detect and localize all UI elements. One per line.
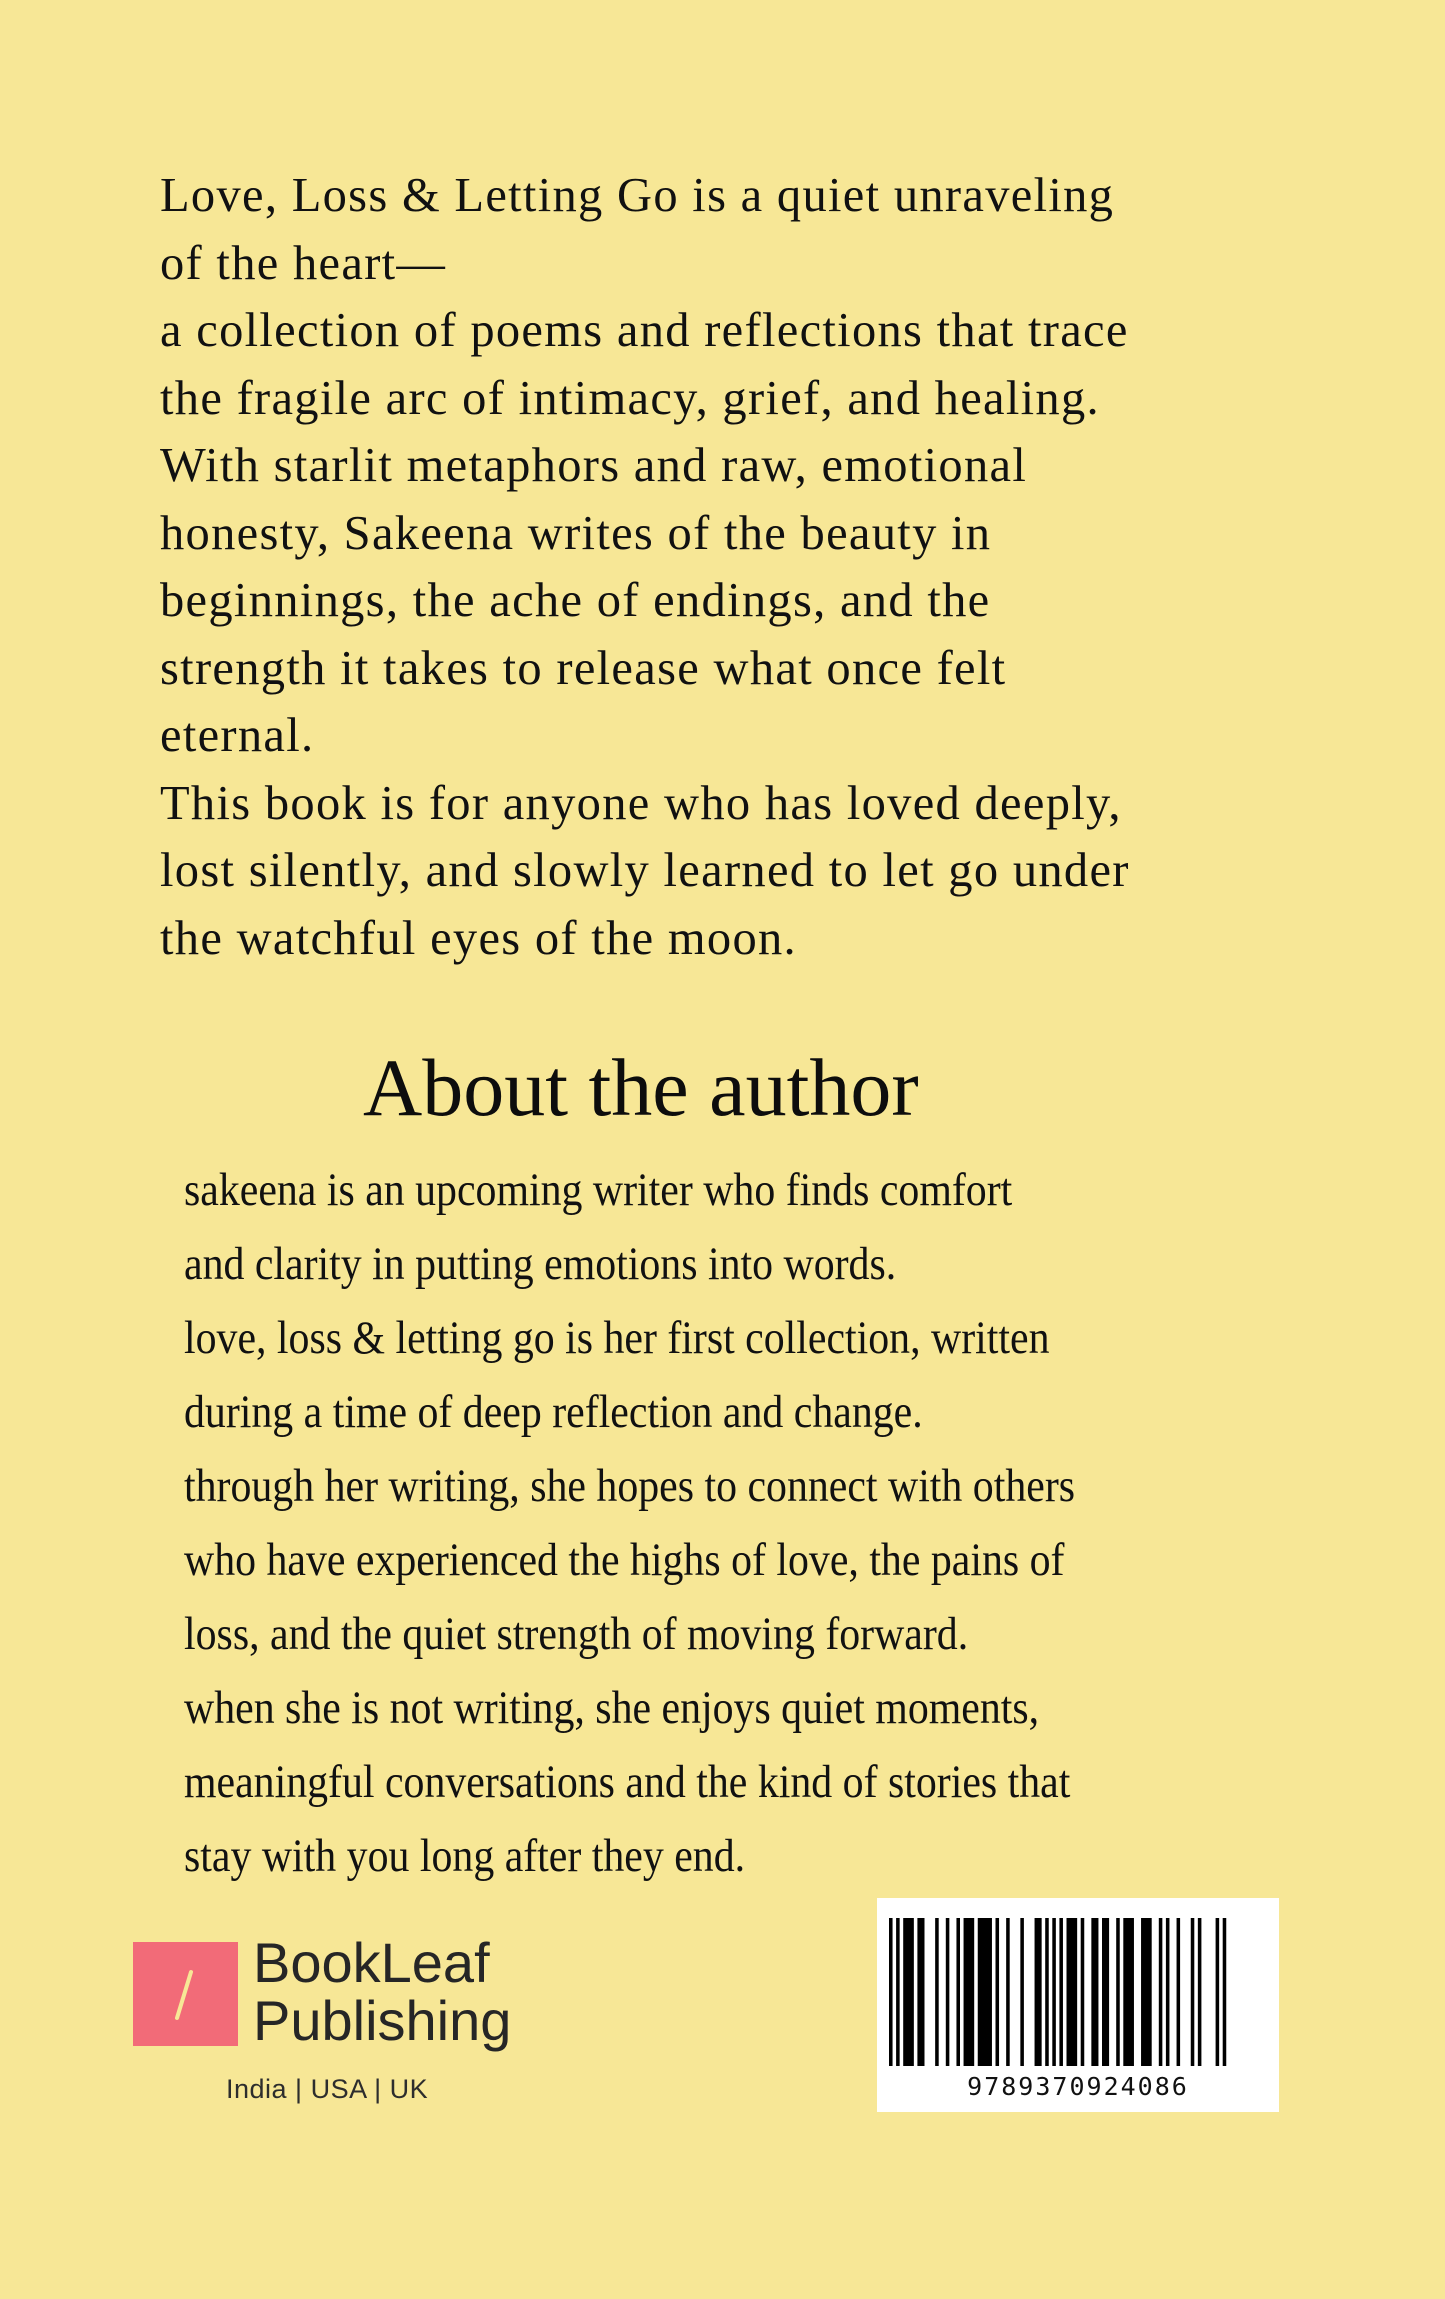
- barcode-bar: [964, 1918, 975, 2066]
- barcode-bar: [978, 1918, 992, 2066]
- barcode-bar: [1166, 1918, 1170, 2066]
- barcode-bar: [1141, 1918, 1152, 2066]
- barcode-bar: [1116, 1918, 1120, 2066]
- about-line: stay with you long after they end.: [184, 1830, 746, 1882]
- barcode-bars: [877, 1898, 1279, 2073]
- blurb-line: a collection of poems and reflections that trace: [160, 304, 1129, 357]
- barcode-bar: [1191, 1918, 1195, 2066]
- barcode-bar: [956, 1918, 960, 2066]
- blurb-line: the watchful eyes of the moon.: [160, 911, 797, 965]
- bookleaf-slash-logo-icon: [133, 1942, 238, 2046]
- blurb-line: With starlit metaphors and raw, emotional: [160, 439, 1028, 492]
- barcode-bar: [1035, 1918, 1042, 2066]
- blurb-line: of the heart—: [160, 236, 447, 290]
- barcode-bar: [1067, 1918, 1078, 2066]
- barcode-bar: [903, 1918, 914, 2066]
- isbn-barcode: [877, 1898, 1279, 2112]
- barcode-bar: [917, 1918, 924, 2066]
- publisher-logo: [133, 1931, 553, 2112]
- about-line: who have experienced the highs of love, the pains of: [184, 1534, 1065, 1586]
- about-author-heading: About the author: [363, 1042, 919, 1133]
- barcode-bar: [1177, 1918, 1181, 2066]
- barcode-bar: [896, 1918, 900, 2066]
- barcode-bar: [1198, 1918, 1202, 2066]
- about-line: through her writing, she hopes to connect with others: [184, 1460, 1076, 1512]
- barcode-bar: [935, 1918, 939, 2066]
- barcode-bar: [1081, 1918, 1085, 2066]
- publisher-regions: India | USA | UK: [226, 2074, 429, 2104]
- barcode-bar: [1006, 1918, 1010, 2066]
- barcode-bar: [1091, 1918, 1098, 2066]
- blurb-line: the fragile arc of intimacy, grief, and healing.: [160, 371, 1100, 425]
- barcode-bar: [889, 1918, 893, 2066]
- blurb-line: strength it takes to release what once felt: [160, 641, 1007, 695]
- barcode-bar: [1159, 1918, 1163, 2066]
- barcode-bar: [1045, 1918, 1049, 2066]
- blurb-line: eternal.: [160, 709, 315, 762]
- barcode-bar: [1223, 1918, 1227, 2066]
- about-line: when she is not writing, she enjoys quiet moments,: [184, 1682, 1040, 1734]
- about-line: meaningful conversations and the kind of stories that: [184, 1756, 1071, 1808]
- blurb-line: beginnings, the ache of endings, and the: [160, 574, 991, 627]
- barcode-bar: [1020, 1918, 1024, 2066]
- barcode-bar: [996, 1918, 1000, 2066]
- barcode-bar: [1102, 1918, 1109, 2066]
- publisher-name: [253, 1931, 512, 2052]
- barcode-bar: [1059, 1918, 1063, 2066]
- blurb-line: This book is for anyone who has loved deeply,: [160, 776, 1122, 830]
- about-line: love, loss & letting go is her first collection, written: [184, 1312, 1050, 1364]
- blurb-line: lost silently, and slowly learned to let go under: [160, 844, 1130, 897]
- about-author-text: [184, 1153, 1304, 1893]
- publisher-name-line-2: Publishing: [253, 1989, 512, 2052]
- barcode-bar: [1123, 1918, 1134, 2066]
- blurb-line: honesty, Sakeena writes of the beauty in: [160, 506, 992, 560]
- barcode-bar: [1216, 1918, 1220, 2066]
- isbn-number: 9789370924086: [967, 2072, 1189, 2101]
- about-line: sakeena is an upcoming writer who finds comfort: [184, 1164, 1013, 1216]
- about-line: loss, and the quiet strength of moving forward.: [184, 1608, 969, 1660]
- barcode-bar: [946, 1918, 950, 2066]
- publisher-name-line-1: BookLeaf: [253, 1931, 490, 1994]
- about-line: during a time of deep reflection and change.: [184, 1386, 923, 1438]
- about-line: and clarity in putting emotions into words.: [184, 1238, 897, 1290]
- blurb-line: Love, Loss & Letting Go is a quiet unraveling: [160, 169, 1115, 222]
- book-blurb: [160, 162, 1340, 972]
- barcode-bar: [1052, 1918, 1056, 2066]
